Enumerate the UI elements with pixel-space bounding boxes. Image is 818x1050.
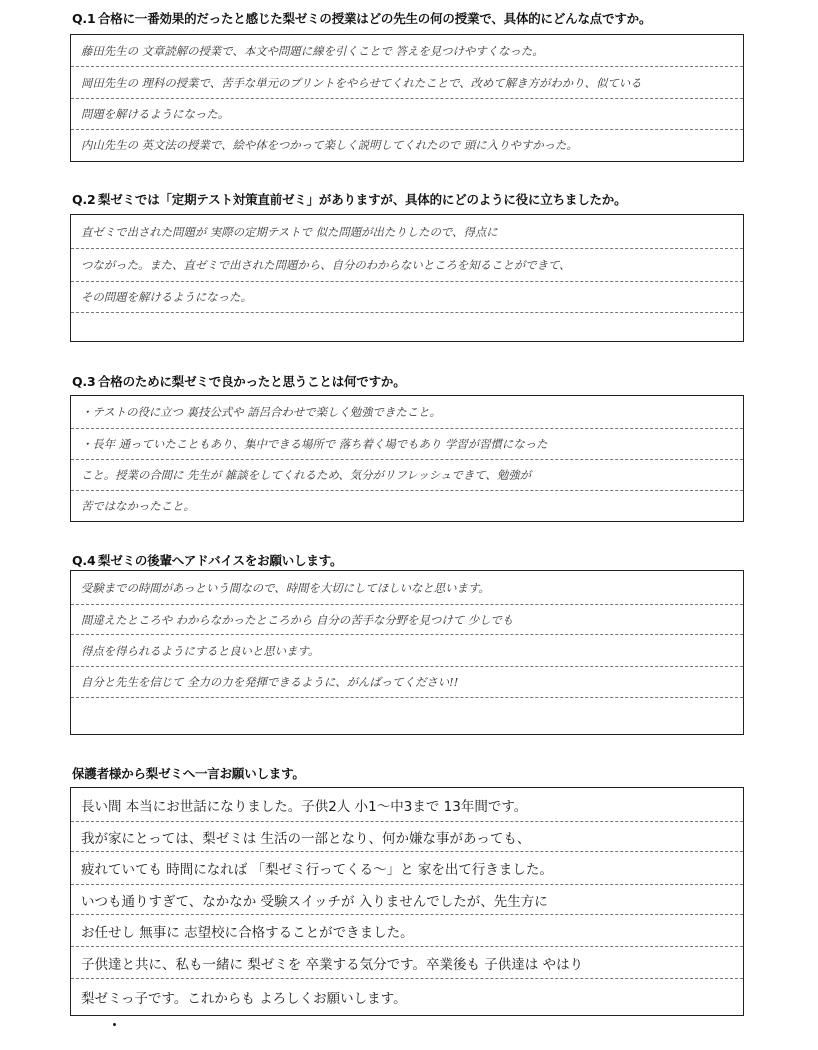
- q2-number: Q.2: [72, 192, 96, 207]
- q3-title: [72, 372, 406, 390]
- parents-line-6: 子供達と共に、私も一緒に 梨ゼミを 卒業する気分です。卒業後も 子供達は やはり: [71, 947, 743, 979]
- q2-question: 梨ゼミでは「定期テスト対策直前ゼミ」がありますが、具体的にどのように役に立ちましたか。: [98, 192, 627, 207]
- q2-answer-box: [70, 214, 744, 342]
- parents-line-3: 疲れていても 時間になれば 「梨ゼミ行ってくる～」と 家を出て行きました。: [71, 852, 743, 885]
- parents-line-5: お任せし 無事に 志望校に合格することができました。: [71, 915, 743, 947]
- parents-title: [72, 764, 305, 782]
- q4-answer-box: [70, 570, 744, 735]
- q4-question: 梨ゼミの後輩へアドバイスをお願いします。: [98, 553, 343, 568]
- q1-question: 合格に一番効果的だったと感じた梨ゼミの授業はどの先生の何の授業で、具体的にどんな点ですか。: [98, 11, 652, 26]
- q3-line-3: こと。授業の合間に 先生が 雑談をしてくれるため、気分がリフレッシュできて、勉強が: [71, 460, 743, 491]
- parents-line-4: いつも通りすぎて、なかなか 受験スイッチが 入りませんでしたが、先生方に: [71, 885, 743, 915]
- q1-line-3: 問題を解けるようになった。: [71, 99, 743, 130]
- parents-answer-box: [70, 787, 744, 1016]
- q2-line-4: [71, 313, 743, 340]
- q2-line-3: その問題を解けるようになった。: [71, 282, 743, 313]
- q1-line-1: 藤田先生の 文章読解の授業で、本文や問題に線を引くことで 答えを見つけやすくなった。: [71, 35, 743, 67]
- q4-line-1: 受験までの時間があっという間なので、時間を大切にしてほしいなと思います。: [71, 571, 743, 605]
- q2-title: [72, 190, 626, 208]
- q3-answer-box: [70, 395, 744, 522]
- q3-number: Q.3: [72, 374, 96, 389]
- q1-title: [72, 9, 651, 27]
- q1-line-4: 内山先生の 英文法の授業で、絵や体をつかって楽しく説明してくれたので 頭に入りやすかった。: [81, 138, 578, 152]
- q2-line-2: つながった。また、直ゼミで出された問題から、自分のわからないところを知ることができて、: [71, 249, 743, 282]
- q3-question: 合格のために梨ゼミで良かったと思うことは何ですか。: [98, 374, 406, 389]
- q4-number: Q.4: [72, 553, 96, 568]
- q1-line-2: 岡田先生の 理科の授業で、苦手な単元のプリントをやらせてくれたことで、改めて解き方がわかり、似ている: [71, 67, 743, 99]
- q4-line-5: [71, 698, 743, 733]
- q3-line-4: 苦ではなかったこと。: [81, 498, 195, 513]
- scan-speck: [113, 1023, 116, 1026]
- q2-line-1: 直ゼミで出された問題が 実際の定期テストで 似た問題が出たりしたので、得点に: [71, 215, 743, 249]
- q1-number: Q.1: [72, 11, 96, 26]
- parents-question: 保護者様から梨ゼミへ一言お願いします。: [72, 766, 305, 781]
- q3-line-2: ・長年 通っていたこともあり、集中できる場所で 落ち着く場でもあり 学習が習慣になった: [71, 429, 743, 460]
- parents-line-7: 梨ゼミっ子です。これからも よろしくお願いします。: [81, 990, 407, 1007]
- q4-line-4: 自分と先生を信じて 全力の力を発揮できるように、がんばってください!!: [71, 667, 743, 698]
- parents-line-2: 我が家にとっては、梨ゼミは 生活の一部となり、何か嫌な事があっても、: [71, 822, 743, 852]
- q4-title: [72, 551, 342, 569]
- q3-line-1: ・テストの役に立つ 裏技公式や 語呂合わせで楽しく勉強できたこと。: [71, 396, 743, 429]
- q1-answer-box: [70, 34, 744, 162]
- q4-line-2: 間違えたところや わからなかったところから 自分の苦手な分野を見つけて 少しでも: [71, 605, 743, 635]
- parents-line-1: 長い間 本当にお世話になりました。子供2人 小1～中3まで 13年間です。: [71, 788, 743, 822]
- q4-line-3: 得点を得られるようにすると良いと思います。: [71, 635, 743, 667]
